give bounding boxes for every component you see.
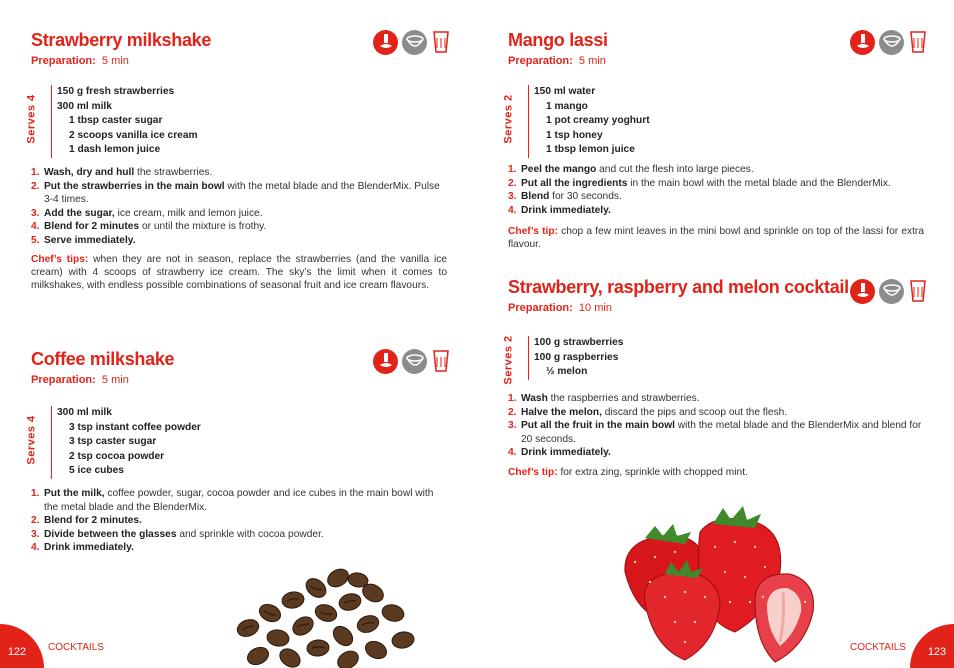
steps-list — [508, 163, 924, 217]
step: 3. Put all the fruit in the main bowl with the metal blade and the BlenderMix and blend for 20 seconds. — [508, 420, 922, 445]
ingredients-block — [502, 85, 650, 158]
coffee-beans-photo — [208, 558, 428, 668]
step: 1. Wash, dry and hull the strawberries. — [31, 167, 213, 178]
blender-blade-icon — [850, 30, 875, 55]
bowl-icon — [402, 30, 427, 55]
glass-icon — [908, 29, 928, 55]
step: 1. Peel the mango and cut the flesh into large pieces. — [508, 164, 754, 175]
ingredient: 2 tsp cocoa powder — [69, 450, 165, 462]
step: 2. Blend for 2 minutes. — [31, 515, 142, 527]
right-page — [477, 0, 954, 668]
ingredient: ½ melon — [546, 366, 588, 378]
recipe-title: Mango lassi — [508, 30, 608, 50]
step: 4. Blend for 2 minutes or until the mixture is frothy. — [31, 221, 267, 233]
steps-list — [31, 487, 447, 555]
ingredient: 3 tsp caster sugar — [69, 436, 157, 448]
recipe-title: Coffee milkshake — [31, 349, 175, 369]
glass-icon — [431, 348, 451, 374]
preparation-time: Preparation: 10 min — [508, 302, 612, 314]
chefs-tip: Chef’s tip: chop a few mint leaves in the mini bowl and sprinkle on top of the lassi for extra flavour. — [508, 226, 924, 250]
ingredients-list — [528, 336, 623, 380]
bowl-icon — [879, 30, 904, 55]
preparation-time: Preparation: 5 min — [31, 374, 129, 386]
step: 3. Divide between the glasses and sprinkle with cocoa powder. — [31, 528, 324, 540]
ingredient: 300 ml milk — [57, 100, 112, 112]
step: 2. Halve the melon, discard the pips and scoop out the flesh. — [508, 406, 788, 418]
steps-list — [508, 392, 924, 460]
section-footer: COCKTAILS — [48, 642, 104, 653]
recipe-title: Strawberry, raspberry and melon cocktail — [508, 277, 849, 297]
steps-list — [31, 166, 447, 248]
serves-label: Serves 4 — [25, 415, 38, 465]
ingredient: 1 pot creamy yoghurt — [546, 115, 650, 127]
ingredient: 150 g fresh strawberries — [57, 86, 175, 97]
glass-icon — [431, 29, 451, 55]
step: 2. Put all the ingredients in the main bowl with the metal blade and the BlenderMix. — [508, 177, 891, 189]
page-number: 123 — [910, 624, 954, 668]
ingredient: 3 tsp instant coffee powder — [69, 421, 201, 433]
ingredient: 1 tsp honey — [546, 129, 603, 141]
serves-label: Serves 2 — [502, 94, 515, 144]
step: 1. Wash the raspberries and strawberries. — [508, 393, 700, 404]
step: 3. Add the sugar, ice cream, milk and lemon juice. — [31, 207, 263, 219]
step: 5. Serve immediately. — [31, 234, 136, 246]
recipe-icons — [373, 348, 451, 374]
strawberries-photo — [605, 502, 825, 668]
page-number: 122 — [0, 624, 44, 668]
ingredients-block — [502, 335, 624, 385]
ingredients-block — [25, 406, 201, 479]
step: 4. Drink immediately. — [31, 542, 134, 554]
ingredient: 100 g raspberries — [534, 351, 619, 363]
section-footer: COCKTAILS — [850, 642, 906, 653]
step: 2. Put the strawberries in the main bowl with the metal blade and the BlenderMix. Pulse 3-4 times. — [31, 180, 440, 206]
ingredient: 1 tbsp lemon juice — [546, 144, 635, 156]
step: 1. Put the milk, coffee powder, sugar, cocoa powder and ice cubes in the main bowl with the metal blade and the BlenderMix. — [31, 488, 434, 513]
recipe-title: Strawberry milkshake — [31, 30, 212, 50]
ingredient: 100 g strawberries — [534, 337, 624, 348]
step: 4. Drink immediately. — [508, 447, 611, 459]
ingredient: 1 mango — [546, 100, 588, 112]
recipe-icons — [850, 29, 928, 55]
preparation-time: Preparation: 5 min — [508, 55, 606, 67]
step: 4. Drink immediately. — [508, 204, 611, 216]
ingredient: 150 ml water — [534, 86, 596, 97]
ingredient: 5 ice cubes — [69, 465, 124, 477]
preparation-time: Preparation: 5 min — [31, 55, 129, 67]
ingredient: 1 tbsp caster sugar — [69, 115, 163, 127]
blender-blade-icon — [373, 30, 398, 55]
ingredient: 2 scoops vanilla ice cream — [69, 129, 198, 141]
bowl-icon — [879, 279, 904, 304]
bowl-icon — [402, 349, 427, 374]
ingredients-list — [51, 85, 198, 158]
serves-label: Serves 2 — [502, 335, 515, 385]
ingredient: 300 ml milk — [57, 407, 112, 418]
ingredients-list — [528, 85, 650, 158]
glass-icon — [908, 278, 928, 304]
ingredient: 1 dash lemon juice — [69, 144, 161, 156]
recipe-icons — [373, 29, 451, 55]
serves-label: Serves 4 — [25, 94, 38, 144]
recipe-icons — [850, 278, 928, 304]
step: 3. Blend for 30 seconds. — [508, 191, 622, 203]
blender-blade-icon — [850, 279, 875, 304]
blender-blade-icon — [373, 349, 398, 374]
chefs-tip: Chef’s tip: for extra zing, sprinkle with chopped mint. — [508, 467, 748, 478]
ingredients-block — [25, 85, 198, 158]
chefs-tip: Chef’s tips: when they are not in season, replace the strawberries (and the vanilla ice cream) with 4 scoops of strawberry ice cream. The sky’s the limit when it comes to milkshakes, with endless possible combinations of seasonal fruit and ice cream flavours. — [31, 254, 447, 291]
recipe-strawberry-raspberry-melon — [508, 277, 868, 314]
ingredients-list — [51, 406, 201, 479]
